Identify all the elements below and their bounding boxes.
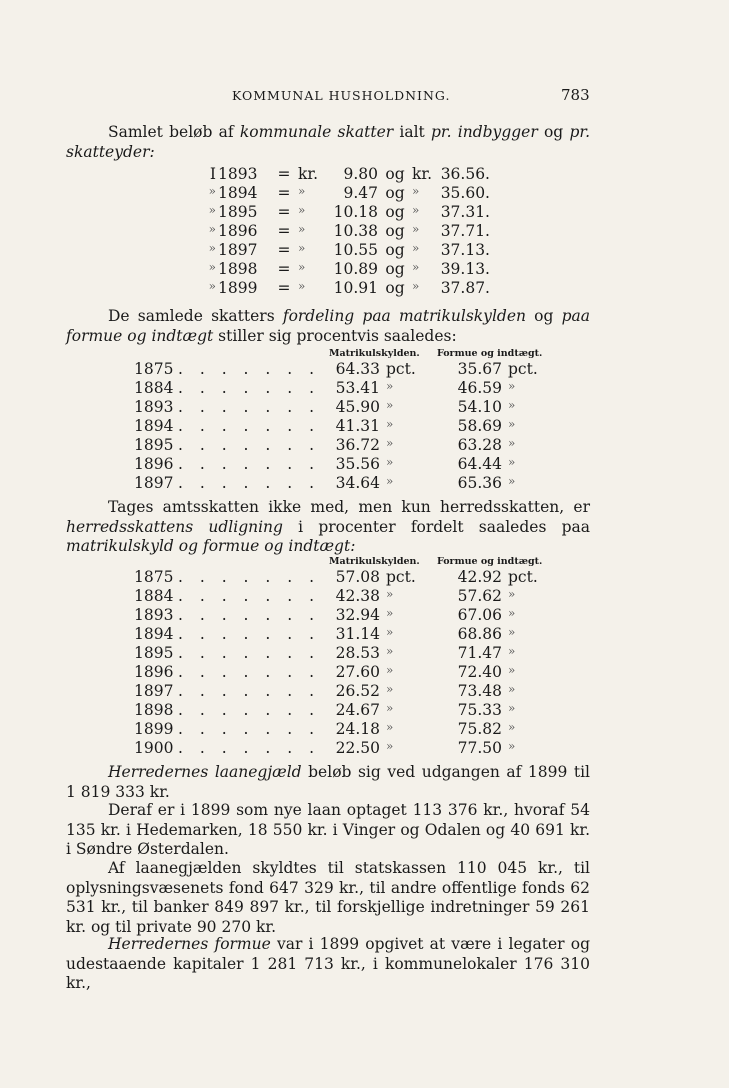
tax-per-capita-table [198,165,490,298]
table-row: 1896 . . . . . . . 35.56 » 64.44 » [134,455,516,473]
table-row: » 1899 = » 10.91 og » 37.87. [208,279,490,297]
table-row: 1875 . . . . . . . 57.08 pct. 42.92 pct. [134,568,538,586]
table-row: 1894 . . . . . . . 41.31 » 58.69 » [134,417,516,435]
table-row: 1898 . . . . . . . 24.67 » 75.33 » [134,701,516,719]
table-row: 1894 . . . . . . . 31.14 » 68.86 » [134,625,516,643]
table-row: 1897 . . . . . . . 26.52 » 73.48 » [134,682,516,700]
table-row: 1900 . . . . . . . 22.50 » 77.50 » [134,739,516,757]
table-row: » 1896 = » 10.38 og » 37.71. [208,222,490,240]
new-loans-paragraph: Deraf er i 1899 som nye laan optaget 113 376 kr., hvoraf 54 135 kr. i Hedemarken, 18 550 kr. i Vinger og Odalen og 40 691 kr. i Søndre Østerdalen. [66,801,590,858]
creditors-paragraph: Af laanegjælden skyldtes til statskassen 110 045 kr., til oplysningsvæsenets fond 647 329 kr., til andre offentlige fonds 62 531 kr., til banker 849 897 kr., til forskjellige indretninger 59 261 kr. og til private 90 270 kr. [66,859,590,936]
page-header [0,88,729,108]
column-header-matrikul: Matrikulskylden. [329,556,420,567]
table-row: 1893 . . . . . . . 45.90 » 54.10 » [134,398,516,416]
page-number: 783 [561,86,590,104]
table-row: I 1893 = kr. 9.80 og kr. 36.56. [209,165,490,183]
table-row: 1896 . . . . . . . 27.60 » 72.40 » [134,663,516,681]
column-header-formue: Formue og indtægt. [437,348,543,359]
distribution-table-total [134,346,594,496]
table-row: 1895 . . . . . . . 36.72 » 63.28 » [134,436,516,454]
column-header-matrikul: Matrikulskylden. [329,348,420,359]
table-row: 1897 . . . . . . . 34.64 » 65.36 » [134,474,516,492]
intro-paragraph: Samlet beløb af kommunale skatter ialt pr. indbygger og pr. skatteyder: [66,123,591,161]
table-row: 1875 . . . . . . . 64.33 pct. 35.67 pct. [134,360,538,378]
table-row: » 1898 = » 10.89 og » 39.13. [208,260,490,278]
column-header-formue: Formue og indtægt. [437,556,543,567]
table-row: 1893 . . . . . . . 32.94 » 67.06 » [134,606,516,624]
distribution-table-herred [134,554,594,764]
running-title: KOMMUNAL HUSHOLDNING. [232,88,451,103]
table-row: » 1895 = » 10.18 og » 37.31. [208,203,490,221]
table-row: » 1897 = » 10.55 og » 37.13. [208,241,490,259]
table-row: 1899 . . . . . . . 24.18 » 75.82 » [134,720,516,738]
distribution-paragraph: De samlede skatters fordeling paa matrikulskylden og paa formue og indtægt stiller sig procentvis saaledes: [66,307,590,345]
table-row: 1884 . . . . . . . 42.38 » 57.62 » [134,587,516,605]
debt-paragraph: Herredernes laanegjæld beløb sig ved udgangen af 1899 til 1 819 333 kr. [66,763,590,801]
table-row: 1895 . . . . . . . 28.53 » 71.47 » [134,644,516,662]
table-row: 1884 . . . . . . . 53.41 » 46.59 » [134,379,516,397]
herredsskat-paragraph: Tages amtsskatten ikke med, men kun herredsskatten, er herredsskattens udligning i procenter fordelt saaledes paa matrikulskyld og formue og indtægt: [66,498,590,555]
assets-paragraph: Herredernes formue var i 1899 opgivet at være i legater og udestaaende kapitaler 1 281 713 kr., i kommunelokaler 176 310 kr., [66,935,591,992]
table-row: » 1894 = » 9.47 og » 35.60. [208,184,490,202]
